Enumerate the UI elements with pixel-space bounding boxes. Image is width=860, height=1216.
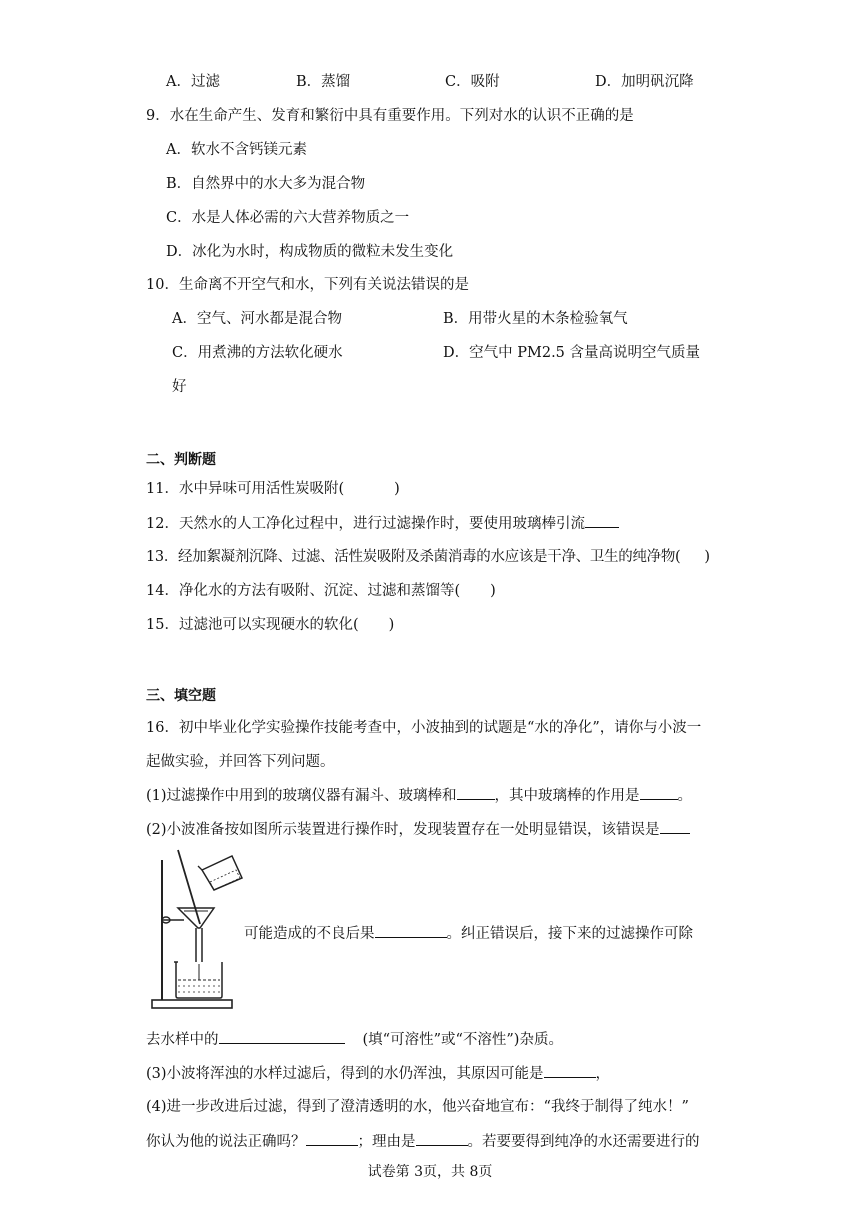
filtration-apparatus-figure (148, 848, 248, 1016)
judge-item-15 (146, 615, 394, 635)
q9-option-d: D．冰化为水时，构成物质的微粒未发生变化 (166, 244, 454, 260)
q8-option-b: B．蒸馏 (296, 74, 351, 90)
part-text: 你认为他的说法正确吗？ (146, 1134, 306, 1150)
q9-stem: 9．水在生命产生、发育和繁衍中具有重要作用。下列对水的认识不正确的是 (146, 108, 634, 124)
q16-part-4-line2 (146, 1131, 700, 1152)
part-text: (3)小波将浑浊的水样过滤后，得到的水仍浑浊，其原因可能是 (146, 1066, 544, 1082)
q16-part-2-line1 (146, 819, 690, 840)
answer-blank[interactable] (640, 785, 678, 800)
paren-close: ) (490, 583, 496, 599)
q10-option-a: A．空气、河水都是混合物 (172, 311, 342, 327)
paren-close: ) (704, 549, 710, 565)
judge-item-text: 15．过滤池可以实现硬水的软化( (146, 617, 359, 633)
judge-item-11 (146, 479, 400, 499)
q9-option-c: C．水是人体必需的六大营养物质之一 (166, 210, 410, 226)
answer-blank[interactable] (544, 1063, 596, 1078)
answer-blank[interactable] (457, 785, 495, 800)
answer-blank[interactable] (219, 1029, 345, 1044)
q8-option-d: D．加明矾沉降 (595, 74, 694, 90)
q10-option-b: B．用带火星的木条检验氧气 (443, 311, 628, 327)
answer-blank[interactable] (375, 923, 447, 938)
judge-item-14 (146, 581, 496, 601)
q10-option-d: D．空气中 PM2.5 含量高说明空气质量 (443, 345, 701, 361)
judge-item-text: 14．净化水的方法有吸附、沉淀、过滤和蒸馏等( (146, 583, 461, 599)
part-text: 可能造成的不良后果 (244, 926, 375, 942)
q16-part-2-line3 (146, 1029, 563, 1050)
q16-part-4-line1: (4)进一步改进后过滤，得到了澄清透明的水，他兴奋地宣布：“我终于制得了纯水！” (146, 1099, 689, 1115)
part-text: 去水样中的 (146, 1032, 219, 1048)
part-text: 。若要要得到纯净的水还需要进行的 (467, 1134, 700, 1150)
q9-option-a: A．软水不含钙镁元素 (166, 142, 307, 158)
q16-part-2-line2 (244, 923, 693, 944)
q10-option-d-cont: 好 (172, 379, 187, 395)
paren-close: ) (394, 481, 400, 497)
judge-item-12 (146, 513, 619, 534)
part-text: (2)小波准备按如图所示装置进行操作时，发现装置存在一处明显错误，该错误是 (146, 822, 660, 838)
answer-blank[interactable] (416, 1131, 468, 1146)
q8-option-a: A．过滤 (166, 74, 220, 90)
part-text: ，其中玻璃棒的作用是 (494, 788, 640, 804)
q8-option-c: C．吸附 (445, 74, 500, 90)
part-text: ， (595, 1066, 611, 1082)
q16-part-3 (146, 1063, 610, 1084)
judge-item-text: 11．水中异味可用活性炭吸附( (146, 481, 345, 497)
part-text: (填“可溶性”或“不溶性”)杂质。 (362, 1032, 563, 1048)
part-text: (1)过滤操作中用到的玻璃仪器有漏斗、玻璃棒和 (146, 788, 457, 804)
q10-stem: 10．生命离不开空气和水，下列有关说法错误的是 (146, 277, 469, 293)
page-footer: 试卷第 3页，共 8页 (367, 1164, 493, 1180)
q16-part-1 (146, 785, 692, 806)
part-text: 。纠正错误后，接下来的过滤操作可除 (446, 926, 693, 942)
section-3-title: 三、填空题 (146, 688, 216, 704)
part-text: ；理由是 (357, 1134, 416, 1150)
answer-blank[interactable] (660, 819, 690, 834)
q16-stem-line1: 16．初中毕业化学实验操作技能考查中，小波抽到的试题是“水的净化”，请你与小波一 (146, 720, 702, 736)
answer-blank[interactable] (585, 513, 619, 528)
judge-item-text: 12．天然水的人工净化过程中，进行过滤操作时，要使用玻璃棒引流 (146, 516, 585, 532)
part-text: 。 (677, 788, 693, 804)
q16-stem-line2: 起做实验，并回答下列问题。 (146, 754, 335, 770)
judge-item-13 (146, 547, 710, 567)
answer-blank[interactable] (306, 1131, 358, 1146)
paren-close: ) (388, 617, 395, 633)
q10-option-c: C．用煮沸的方法软化硬水 (172, 345, 343, 361)
section-2-title: 二、判断题 (146, 452, 216, 468)
q9-option-b: B．自然界中的水大多为混合物 (166, 176, 366, 192)
judge-item-text: 13．经加絮凝剂沉降、过滤、活性炭吸附及杀菌消毒的水应该是干净、卫生的纯净物( (146, 549, 681, 565)
